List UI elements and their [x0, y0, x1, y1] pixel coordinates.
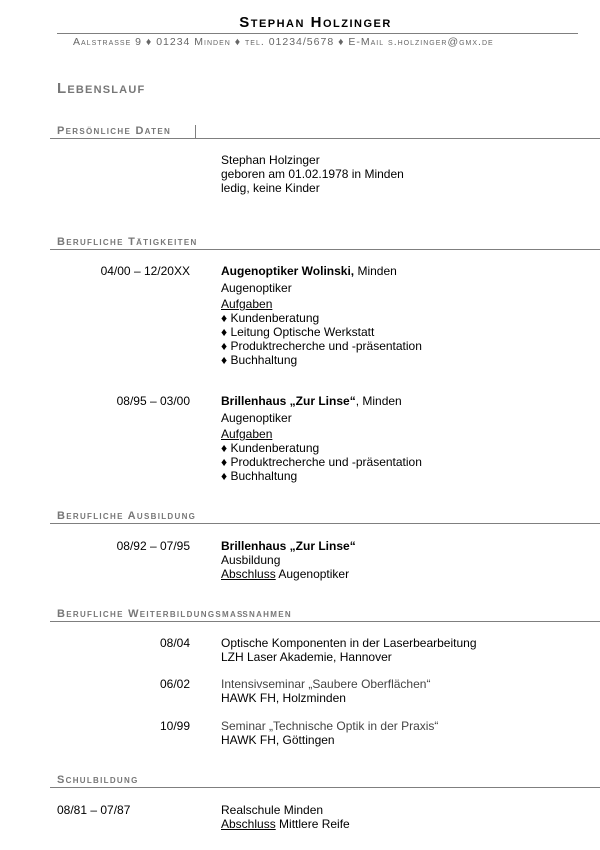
task-item: ♦ Buchhaltung [221, 469, 298, 483]
header-rule [57, 33, 578, 34]
document-title: Lebenslauf [57, 80, 146, 97]
task-item: ♦ Buchhaltung [221, 353, 298, 367]
result-value: Augenoptiker [275, 567, 350, 581]
school-date-text: 08/81 – 07/87 [57, 803, 131, 817]
course-name: Seminar „Technische Optik in der Praxis“ [221, 719, 439, 733]
section-rule [50, 621, 600, 622]
task-item: ♦ Kundenberatung [221, 311, 320, 325]
course-date: 10/99 [159, 719, 190, 733]
school-entry [221, 803, 350, 831]
work-entry [221, 264, 422, 367]
result-label: Abschluss [221, 817, 276, 831]
course-institution: LZH Laser Akademie, Hannover [221, 650, 392, 664]
course-entry [221, 677, 430, 705]
training-entry [221, 539, 356, 581]
task-item: ♦ Produktrecherche und -präsentation [221, 455, 422, 469]
section-heading-school: Schulbildung [57, 774, 139, 786]
section-rule [50, 249, 600, 250]
training-type: Ausbildung [221, 553, 281, 567]
employer-name: Brillenhaus „Zur Linse“ [221, 539, 356, 553]
course-date: 06/02 [159, 677, 190, 691]
tasks-label: Aufgaben [221, 297, 273, 311]
course-institution: HAWK FH, Holzminden [221, 691, 346, 705]
employer-location: Minden [354, 264, 397, 278]
personal-line: Stephan Holzinger [221, 153, 320, 167]
work-date: 08/95 – 03/00 [116, 394, 190, 408]
task-item: ♦ Leitung Optische Werkstatt [221, 325, 375, 339]
course-entry [221, 636, 477, 664]
work-entry [221, 394, 422, 483]
result-value: Mittlere Reife [275, 817, 350, 831]
school-date [57, 803, 130, 817]
task-item: ♦ Produktrecherche und -präsentation [221, 339, 422, 353]
section-heading-personal: Persönliche Daten [57, 125, 172, 137]
work-date: 04/00 – 12/20XX [100, 264, 190, 278]
course-name: Intensivseminar „Saubere Oberflächen“ [221, 677, 431, 691]
employer-location: , Minden [355, 394, 402, 408]
section-heading-further: Berufliche Weiterbildungsmaßnahmen [57, 608, 292, 620]
personal-data [221, 153, 404, 195]
personal-line: ledig, keine Kinder [221, 181, 320, 195]
training-date: 08/92 – 07/95 [116, 539, 190, 553]
course-institution: HAWK FH, Göttingen [221, 733, 335, 747]
section-rule [50, 138, 600, 139]
tasks-label: Aufgaben [221, 427, 273, 441]
course-name: Optische Komponenten in der Laserbearbeitung [221, 636, 477, 650]
employer-name: Augenoptiker Wolinski, [221, 264, 355, 278]
section-rule-tick [195, 125, 196, 138]
school-name: Realschule Minden [221, 803, 324, 817]
section-rule [50, 787, 600, 788]
job-role: Augenoptiker [221, 411, 292, 425]
personal-line: geboren am 01.02.1978 in Minden [221, 167, 404, 181]
section-heading-training: Berufliche Ausbildung [57, 510, 197, 522]
course-entry [221, 719, 438, 747]
job-role: Augenoptiker [221, 281, 292, 295]
course-date: 08/04 [159, 636, 190, 650]
employer-name: Brillenhaus „Zur Linse“ [221, 394, 356, 408]
task-item: ♦ Kundenberatung [221, 441, 320, 455]
result-label: Abschluss [221, 567, 276, 581]
applicant-name: Stephan Holzinger [239, 14, 392, 31]
section-heading-work: Berufliche Tätigkeiten [57, 236, 198, 248]
contact-line: Aalstrasse 9 ♦ 01234 Minden ♦ tel. 01234/5678 ♦ E-Mail s.holzinger@gmx.de [73, 36, 494, 48]
section-rule [50, 523, 600, 524]
